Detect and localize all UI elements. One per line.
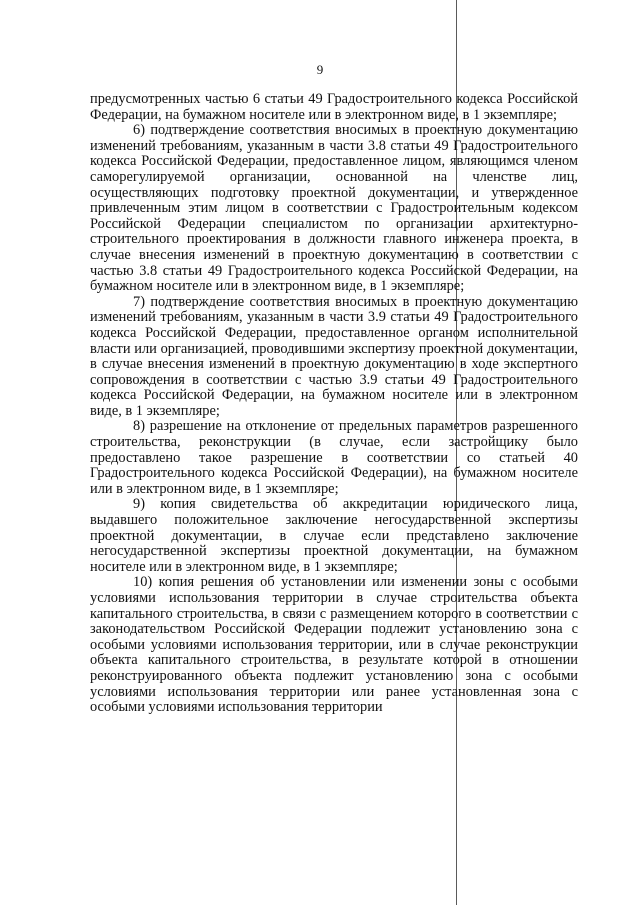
paragraph-item-7: 7) подтверждение соответствия вносимых в проектную документацию изменений требованиям, указанным в части 3.9 статьи 49 Градостроительного кодекса Российской Федерации, предоставленное органом исполнительной власти или организацией, проводившими экспертизу проектной документации, в случае внесения изменений в проектную документацию в ходе экспертного сопровождения в соответствии с частью 3.9 статьи 49 Градостроительного кодекса Российской Федерации, на бумажном носителе или в электронном виде, в 1 экземпляре; [90, 293, 578, 419]
paragraph-item-8: 8) разрешение на отклонение от предельных параметров разрешенного строительства, реконструкции (в случае, если застройщику было предоставлено такое разрешение в соответствии со статьей 40 Градостроительного кодекса Российской Федерации), на бумажном носителе или в электронном виде, в 1 экземпляре; [90, 418, 578, 497]
page-number: 9 [316, 62, 324, 77]
paragraph-continuation: предусмотренных частью 6 статьи 49 Градостроительного кодекса Российской Федерации, на бумажном носителе или в электронном виде, в 1 экземпляре; [90, 91, 578, 123]
paragraph-item-6: 6) подтверждение соответствия вносимых в проектную документацию изменений требованиям, указанным в части 3.8 статьи 49 Градостроительного кодекса Российской Федерации, предоставленное лицом, являющимся членом саморегулируемой организации, основанной на членстве лиц, осуществляющих подготовку проектной документации, и утвержденное привлеченным этим лицом в соответствии с Градостроительным кодексом Российской Федерации специалистом по организации архитектурно-строительного проектирования в должности главного инженера проекта, в случае внесения изменений в проектную документацию в соответствии с частью 3.8 статьи 49 Градостроительного кодекса Российской Федерации, на бумажном носителе или в электронном виде, в 1 экземпляре; [90, 122, 578, 295]
paragraph-item-10: 10) копия решения об установлении или изменении зоны с особыми условиями использования территории в случае строительства объекта капитального строительства, в связи с размещением которого в соответствии с законодательством Российской Федерации подлежит установлению зона с особыми условиями использования территории, или в случае реконструкции объекта капитального строительства, в результате которой в отношении реконструированного объекта подлежит установлению зона с особыми условиями использования территории или ранее установленная зона с особыми условиями использования территории [90, 574, 578, 716]
document-body [90, 92, 578, 716]
paragraph-item-9: 9) копия свидетельства об аккредитации юридического лица, выдавшего положительное заключение негосударственной экспертизы проектной документации, в случае если представлено заключение негосударственной экспертизы проектной документации, на бумажном носителе или в электронном виде, в 1 экземпляре; [90, 496, 578, 575]
